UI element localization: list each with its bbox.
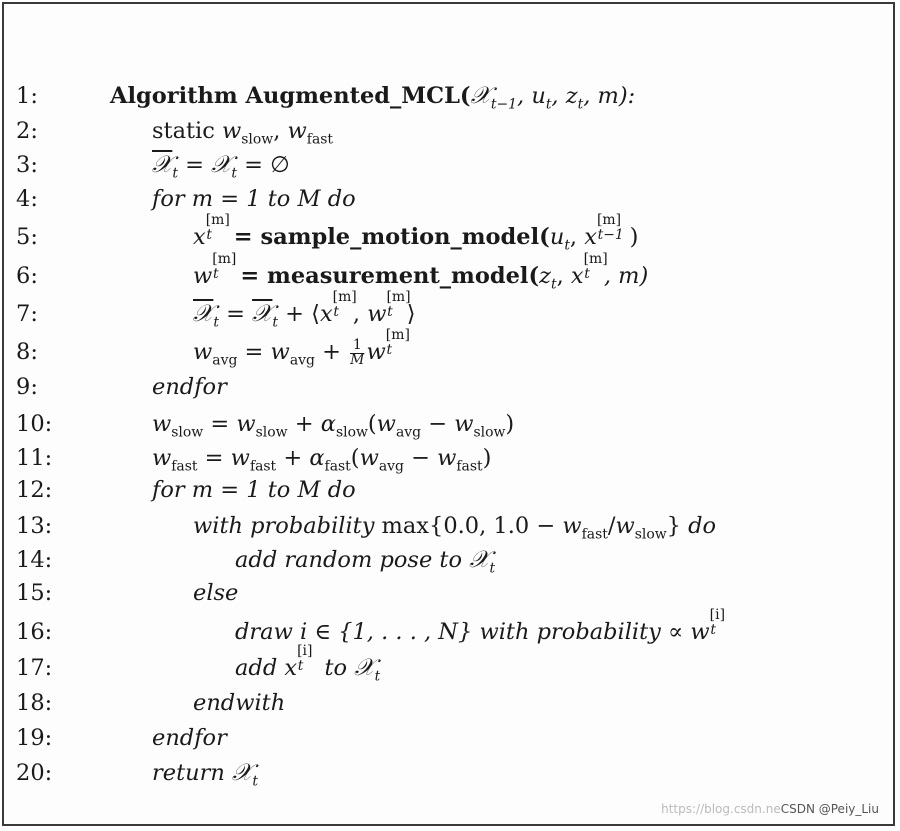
subscript: fast	[324, 458, 351, 475]
line-code	[152, 181, 356, 217]
line-number: 10:	[16, 411, 53, 437]
keyword: with probability	[479, 619, 661, 645]
keyword: to	[267, 186, 291, 212]
keyword: static	[152, 118, 222, 144]
line-code	[152, 720, 227, 756]
sub-superscript: [m] t	[386, 288, 411, 321]
watermark	[661, 802, 879, 816]
sub-superscript: [m] t	[385, 326, 410, 359]
subscript: t	[252, 773, 258, 790]
keyword: add	[235, 655, 278, 681]
operator: + ⟨	[278, 301, 320, 327]
symbol: 𝒳	[193, 301, 214, 327]
subscript: slow	[634, 526, 667, 543]
symbol: M	[290, 477, 328, 503]
punctuation: ,	[273, 118, 288, 144]
line-number: 17:	[16, 655, 53, 681]
punctuation: ,	[556, 263, 571, 289]
symbol: M	[290, 186, 328, 212]
keyword: return	[152, 760, 233, 786]
keyword: endfor	[152, 374, 227, 400]
line-code	[193, 288, 416, 332]
line-number: 9:	[16, 374, 38, 400]
fraction: $\frac{1}{M}$	[350, 336, 365, 368]
line-number: 12:	[16, 477, 53, 503]
line-number: 14:	[16, 547, 53, 573]
subscript: avg	[378, 458, 404, 475]
symbol: w	[359, 445, 379, 471]
line-code	[193, 508, 716, 544]
subscript: t	[374, 668, 381, 685]
line-number: 19:	[16, 725, 53, 751]
operator: ∝	[660, 619, 691, 645]
line-code	[193, 211, 639, 255]
line-code	[235, 642, 381, 686]
keyword: add random pose to	[235, 547, 470, 573]
line-number: 16:	[16, 619, 53, 645]
symbol: w	[366, 339, 386, 365]
sub-superscript: [m] t	[583, 250, 608, 283]
line-code	[193, 250, 649, 294]
keyword: to	[317, 655, 355, 681]
operator: /	[607, 513, 616, 539]
symbol: 𝒳	[354, 655, 375, 681]
symbol: w	[562, 513, 582, 539]
operator: +	[314, 339, 349, 365]
expression: max{0.0, 1.0 −	[374, 513, 563, 539]
subscript: t	[213, 314, 219, 331]
subscript: slow	[241, 131, 274, 148]
symbol: 𝒳	[470, 83, 491, 109]
line-code	[152, 147, 290, 183]
keyword: to	[267, 477, 291, 503]
line-number: 20:	[16, 760, 53, 786]
subscript: t	[564, 237, 570, 254]
symbol: m = 1	[184, 477, 268, 503]
keyword: endwith	[193, 690, 286, 716]
keyword: with probability	[193, 513, 375, 539]
subscript: t	[172, 165, 178, 182]
line-number: 5:	[16, 224, 38, 250]
keyword: do	[327, 477, 356, 503]
operator: =	[197, 445, 231, 471]
operator: = ∅	[237, 152, 290, 178]
subscript: fast	[249, 458, 277, 475]
symbol: 𝒳	[252, 301, 273, 327]
symbol: w	[222, 118, 242, 144]
symbol: z	[539, 263, 551, 289]
line-code	[152, 113, 333, 149]
subscript: t	[231, 165, 238, 182]
sub-superscript: [m] t	[212, 250, 237, 283]
line-code	[193, 685, 285, 721]
symbol: w	[376, 411, 396, 437]
subscript: fast	[456, 458, 483, 475]
symbol: x	[319, 301, 333, 327]
line-code	[193, 326, 410, 370]
line-code	[152, 472, 356, 508]
operator: −	[403, 445, 438, 471]
punctuation: (	[367, 411, 377, 437]
operator: +	[287, 411, 321, 437]
symbol: , m):	[583, 83, 636, 109]
symbol: m = 1	[184, 186, 268, 212]
line-number: 6:	[16, 263, 38, 289]
symbol: w	[270, 339, 290, 365]
punctuation: )	[482, 445, 492, 471]
symbol: u	[549, 224, 565, 250]
symbol: x	[193, 224, 206, 250]
subscript: slow	[255, 424, 288, 441]
operator: +	[276, 445, 310, 471]
symbol: w	[367, 301, 387, 327]
subscript: avg	[395, 424, 422, 441]
symbol: w	[193, 263, 213, 289]
symbol: , m)	[603, 263, 649, 289]
punctuation: ,	[569, 224, 585, 250]
subscript: t	[489, 560, 496, 577]
watermark-url: https://blog.csdn.ne	[661, 802, 781, 816]
keyword: do	[327, 186, 356, 212]
punctuation: ,	[352, 301, 368, 327]
keyword: else	[193, 580, 239, 606]
line-code	[152, 406, 514, 442]
line-number: 13:	[16, 513, 53, 539]
line-number: 15:	[16, 580, 53, 606]
line-number: 8:	[16, 339, 38, 365]
sub-superscript: [i] t	[297, 642, 313, 675]
symbol: 𝒳	[211, 152, 232, 178]
subscript: slow	[171, 424, 204, 441]
symbol: x	[584, 224, 597, 250]
sub-superscript: [m] t	[332, 288, 357, 321]
subscript: t	[550, 276, 557, 293]
keyword: do	[688, 513, 717, 539]
symbol: 𝒳	[232, 760, 253, 786]
symbol: w	[615, 513, 635, 539]
symbol: w	[152, 445, 172, 471]
sub-superscript: [m] t	[205, 211, 230, 244]
punctuation: (	[350, 445, 360, 471]
symbol: w	[287, 118, 307, 144]
punctuation: )	[505, 411, 515, 437]
subscript: avg	[212, 352, 238, 369]
line-number: 3:	[16, 152, 38, 178]
line-number: 11:	[16, 445, 53, 471]
symbol: , z	[551, 83, 578, 109]
subscript: fast	[171, 458, 198, 475]
subscript: t	[577, 96, 584, 113]
line-number: 1:	[16, 83, 38, 109]
symbol: x	[284, 655, 298, 681]
symbol: w	[437, 445, 457, 471]
operator: −	[421, 411, 455, 437]
keyword: draw	[235, 619, 293, 645]
subscript: slow	[335, 424, 368, 441]
function-name: = sample_motion_model(	[225, 224, 550, 250]
subscript: slow	[473, 424, 506, 441]
line-number: 18:	[16, 690, 53, 716]
symbol: w	[690, 619, 710, 645]
subscript: fast	[306, 131, 334, 148]
keyword: endfor	[152, 725, 227, 751]
operator: =	[237, 339, 271, 365]
symbol: w	[152, 411, 172, 437]
line-number: 4:	[16, 186, 38, 212]
symbol: α	[320, 411, 336, 437]
operator: =	[203, 411, 237, 437]
subscript: t	[545, 96, 552, 113]
algorithm-box	[2, 2, 895, 826]
symbol: w	[193, 339, 213, 365]
line-code	[235, 542, 495, 578]
line-code	[110, 78, 635, 114]
subscript: t−1	[490, 96, 518, 113]
symbol: 𝒳	[152, 152, 173, 178]
subscript: avg	[289, 352, 315, 369]
expression: i ∈ {1, . . . , N}	[292, 619, 480, 645]
sub-superscript: [m] t−1	[596, 211, 624, 244]
symbol: w	[454, 411, 474, 437]
algorithm-title: Algorithm Augmented_MCL(	[110, 83, 471, 109]
keyword: for	[152, 477, 185, 503]
punctuation: )	[629, 224, 639, 250]
line-code	[152, 369, 227, 405]
symbol: x	[570, 263, 584, 289]
operator: =	[177, 152, 212, 178]
subscript: t	[272, 314, 279, 331]
symbol: w	[236, 411, 256, 437]
line-number: 2:	[16, 118, 38, 144]
symbol: α	[309, 445, 325, 471]
operator: =	[218, 301, 253, 327]
symbol: w	[230, 445, 250, 471]
line-code	[152, 755, 258, 791]
subscript: fast	[581, 526, 608, 543]
symbol: 𝒳	[469, 547, 490, 573]
keyword: for	[152, 186, 185, 212]
watermark-text: CSDN @Peiy_Liu	[780, 802, 879, 816]
punctuation: ⟩	[406, 301, 416, 327]
line-number: 7:	[16, 301, 38, 327]
sub-superscript: [i] t	[709, 606, 726, 639]
function-name: = measurement_model(	[232, 263, 540, 289]
line-code	[193, 575, 238, 611]
symbol: , u	[517, 83, 546, 109]
line-code	[152, 440, 491, 476]
punctuation: }	[666, 513, 689, 539]
